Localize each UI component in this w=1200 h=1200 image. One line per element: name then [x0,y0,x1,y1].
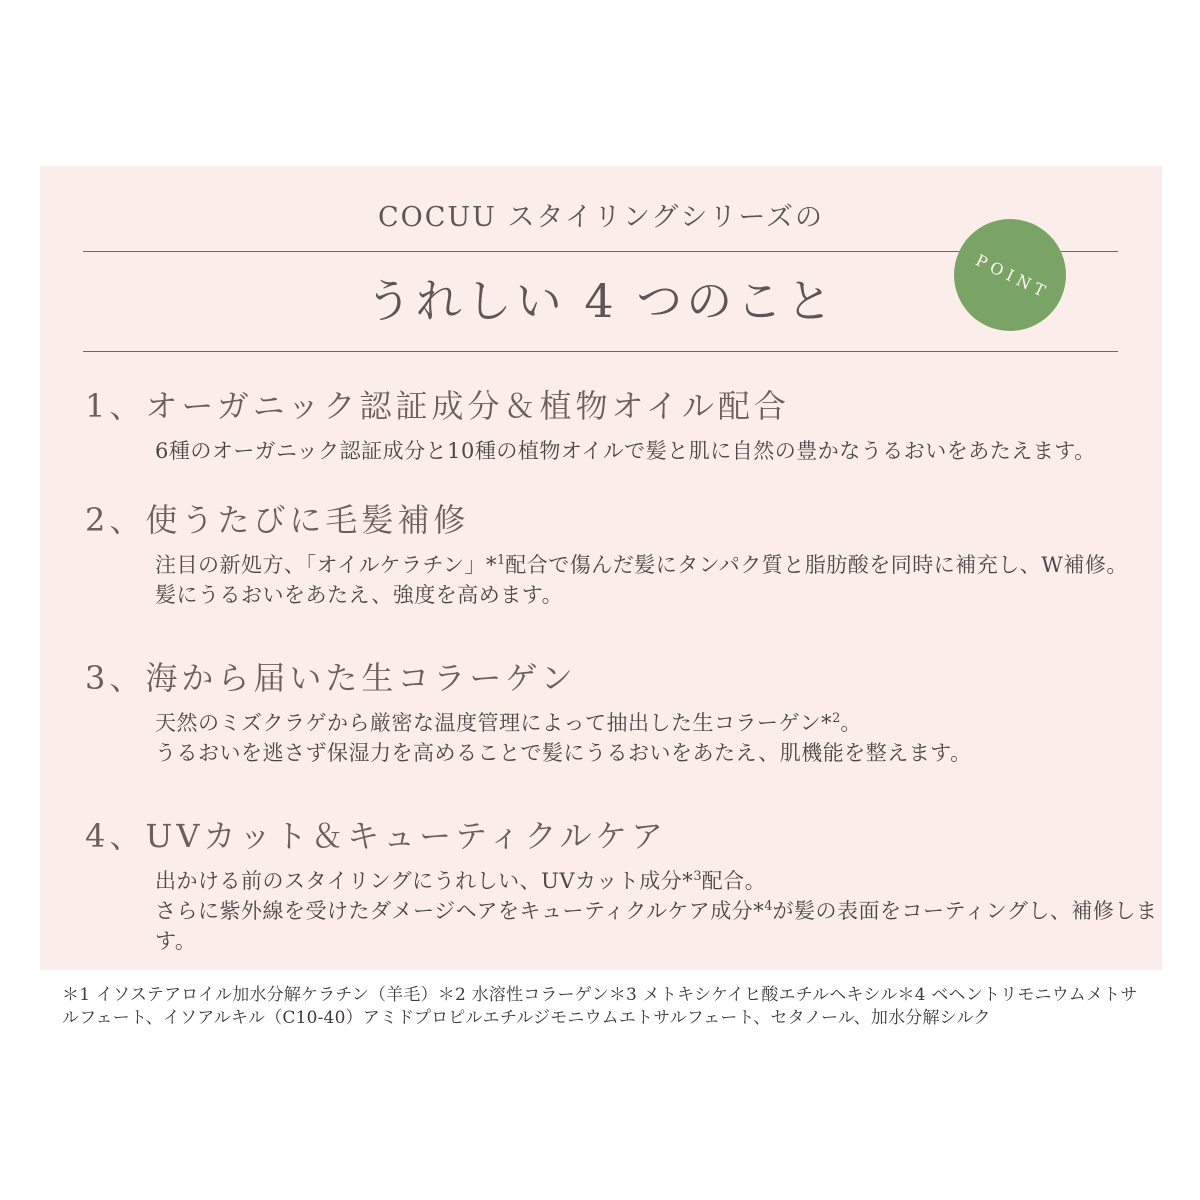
point-number: 2、 [85,501,146,539]
point-description-line [155,738,1162,768]
point-heading [85,816,1162,856]
page-title: うれしい 4 つのこと [365,274,837,328]
desc-text: うるおいを逃さず保湿力を高めることで髪にうるおいをあたえ、肌機能を整えます。 [155,741,972,765]
point-badge [954,219,1066,331]
footnote-text: ＊1 イソステアロイル加水分解ケラチン（羊毛）＊2 水溶性コラーゲン＊3 メトキシケイヒ酸エチルヘキシル＊4 ベヘントリモニウムメトサルフェート、イソアルキル（C10-40）アミドプロピルエチルジモニウムエトサルフェート、セタノール、加水分解シルク [62,985,1138,1028]
footnote-ref: 2 [832,711,841,726]
point-heading-text: UVカット＆キューティクルケア [145,817,667,855]
divider-bottom [83,351,1118,352]
desc-text: 天然のミズクラゲから厳密な温度管理によって抽出した生コラーゲン* [155,711,833,735]
point-heading-text: 海から届いた生コラーゲン [145,659,577,697]
point-section-2 [40,500,1162,610]
desc-text: が髪の表面をコーティングし、補修します。 [155,899,1158,953]
desc-text: 6種のオーガニック認証成分と10種の植物オイルで髪と肌に自然の豊かなうるおいをあたえます。 [155,439,1096,463]
point-heading-text: オーガニック認証成分＆植物オイル配合 [145,387,790,425]
desc-text: 出かける前のスタイリングにうれしい、UVカット成分* [155,869,694,893]
point-description-line [155,550,1162,580]
point-description-line [155,580,1162,610]
point-description-line [155,708,1162,738]
point-heading [85,500,1162,540]
desc-text: 注目の新処方、「オイルケラチン」* [155,553,497,577]
desc-text: 配合。 [701,869,767,893]
desc-text: 配合で傷んだ髪にタンパク質と脂肪酸を同時に補充し、W補修。 [505,553,1128,577]
point-heading [85,386,1162,426]
point-description-line [155,896,1162,956]
point-section-1 [40,386,1162,466]
point-number: 3、 [85,659,146,697]
desc-text: さらに紫外線を受けたダメージヘアをキューティクルケア成分* [155,899,765,923]
point-number: 4、 [85,817,146,855]
point-section-4 [40,816,1162,956]
point-number: 1、 [85,387,146,425]
point-description-line [155,866,1162,896]
footnote-ref: 3 [693,869,702,884]
point-heading-text: 使うたびに毛髪補修 [145,501,470,539]
desc-text: 。 [840,711,862,735]
footnote-ref: 1 [496,553,506,568]
point-section-3 [40,658,1162,768]
footnote-ref: 4 [764,899,773,914]
point-heading [85,658,1162,698]
series-eyebrow: COCUU スタイリングシリーズの [377,202,825,233]
point-description-line [155,436,1162,466]
point-badge-label: POINT [972,250,1053,303]
desc-text: 髪にうるおいをあたえ、強度を高めます。 [155,583,564,607]
point-panel [40,166,1162,970]
panel-header [40,166,1162,386]
